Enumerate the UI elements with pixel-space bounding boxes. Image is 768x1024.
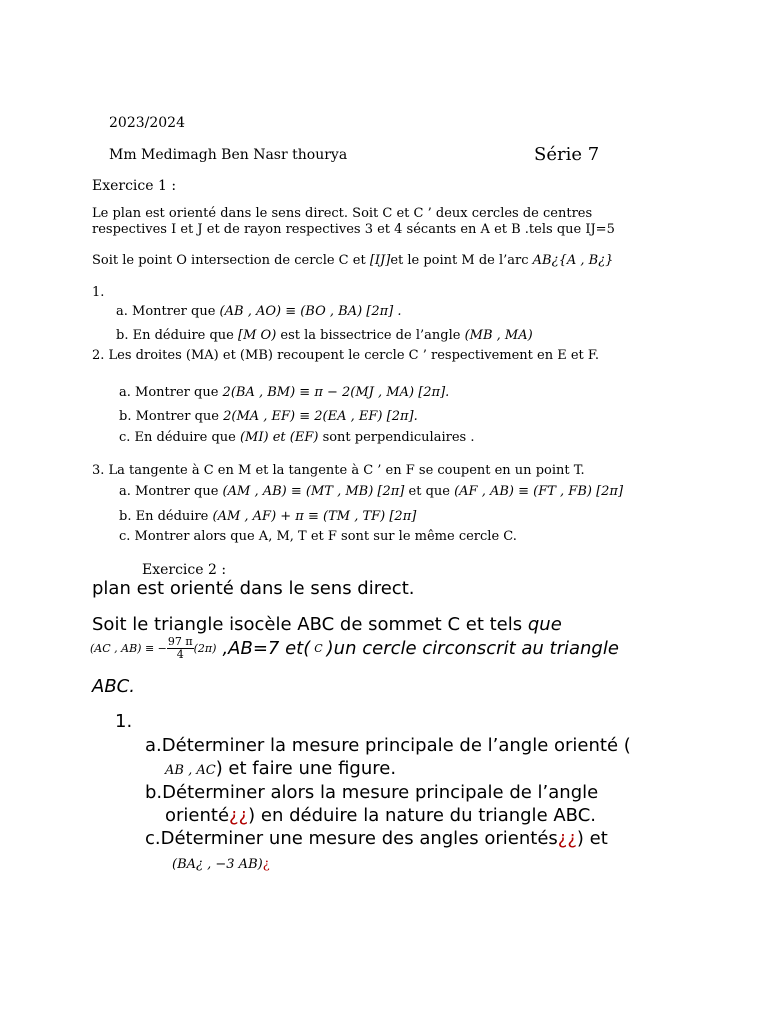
ex2-qb: b.Déterminer alors la mesure principale de l’angle [145,782,599,803]
ex1-q2: 2. Les droites (MA) et (MB) recoupent le cercle C ’ respectivement en E et F. [92,348,600,363]
ex2-qb-cont: orienté¿¿) en déduire la nature du triangle ABC. [165,805,596,826]
ex2-line-2: Soit le triangle isocèle ABC de sommet C et tels que [92,614,562,635]
ex1-q2b: b. Montrer que 2(MA , EF) ≡ 2(EA , EF) [2π]. [119,409,418,424]
ex1-q1-number: 1. [92,285,105,300]
ex2-line-1: plan est orienté dans le sens direct. [92,578,415,599]
ex1-intro-line-1: Le plan est orienté dans le sens direct. Soit C et C ’ deux cercles de centres [92,206,593,221]
ex1-q2c: c. En déduire que (MI) et (EF) sont perpendiculaires . [119,430,475,445]
exercise-2-title: Exercice 2 : [142,562,227,578]
ex1-q3: 3. La tangente à C en M et la tangente à C ’ en F se coupent en un point T. [92,463,585,478]
author: Mm Medimagh Ben Nasr thourya [109,147,348,163]
ex2-qc-expression: (BA¿ , −3 AB)¿ [172,857,270,872]
ex1-q3a: a. Montrer que (AM , AB) ≡ (MT , MB) [2π] et que (AF , AB) ≡ (FT , FB) [2π] [119,484,624,499]
ex2-qa: a.Déterminer la mesure principale de l’angle orienté ( [145,735,631,756]
ex2-angle-expression: (AC , AB) ≡ − [90,642,167,655]
ex2-qc: c.Déterminer une mesure des angles orientés¿¿) et [145,828,608,849]
ex2-q1-number: 1. [115,711,133,732]
ex2-line-4: ABC. [92,676,135,697]
exercise-1-title: Exercice 1 : [92,178,177,194]
serie-title: Série 7 [534,144,600,165]
ex1-q2a: a. Montrer que 2(BA , BM) ≡ π − 2(MJ , MA) [2π]. [119,385,450,400]
ex2-fraction: $\frac{97 \pi}{4}$ [167,635,193,661]
ex1-q1a: a. Montrer que (AB , AO) ≡ (BO , BA) [2π] . [116,304,402,319]
ex1-intro-line-2: respectives I et J et de rayon respectives 3 et 4 sécants en A et B .tels que IJ=5 [92,222,615,237]
school-year: 2023/2024 [109,115,185,131]
ex2-line-3: (AC , AB) ≡ − $\frac{97 \pi}{4}$ (2π) ,AB=7 et( C )un cercle circonscrit au triangle [90,635,619,661]
ex2-qa-cont: AB , AC) et faire une figure. [165,758,397,779]
ex1-q1b: b. En déduire que [M O) est la bissectrice de l’angle (MB , MA) [116,328,533,343]
ex1-q3c: c. Montrer alors que A, M, T et F sont sur le même cercle C. [119,529,517,544]
ex1-q1a-expression: (AB , AO) ≡ (BO , BA) [2π] . [219,304,402,319]
ex1-q3b: b. En déduire (AM , AF) + π ≡ (TM , TF) [2π] [119,509,417,524]
ex1-point-o-line: Soit le point O intersection de cercle C et [IJ]et le point M de l’arc AB¿{A , B¿} [92,253,614,268]
